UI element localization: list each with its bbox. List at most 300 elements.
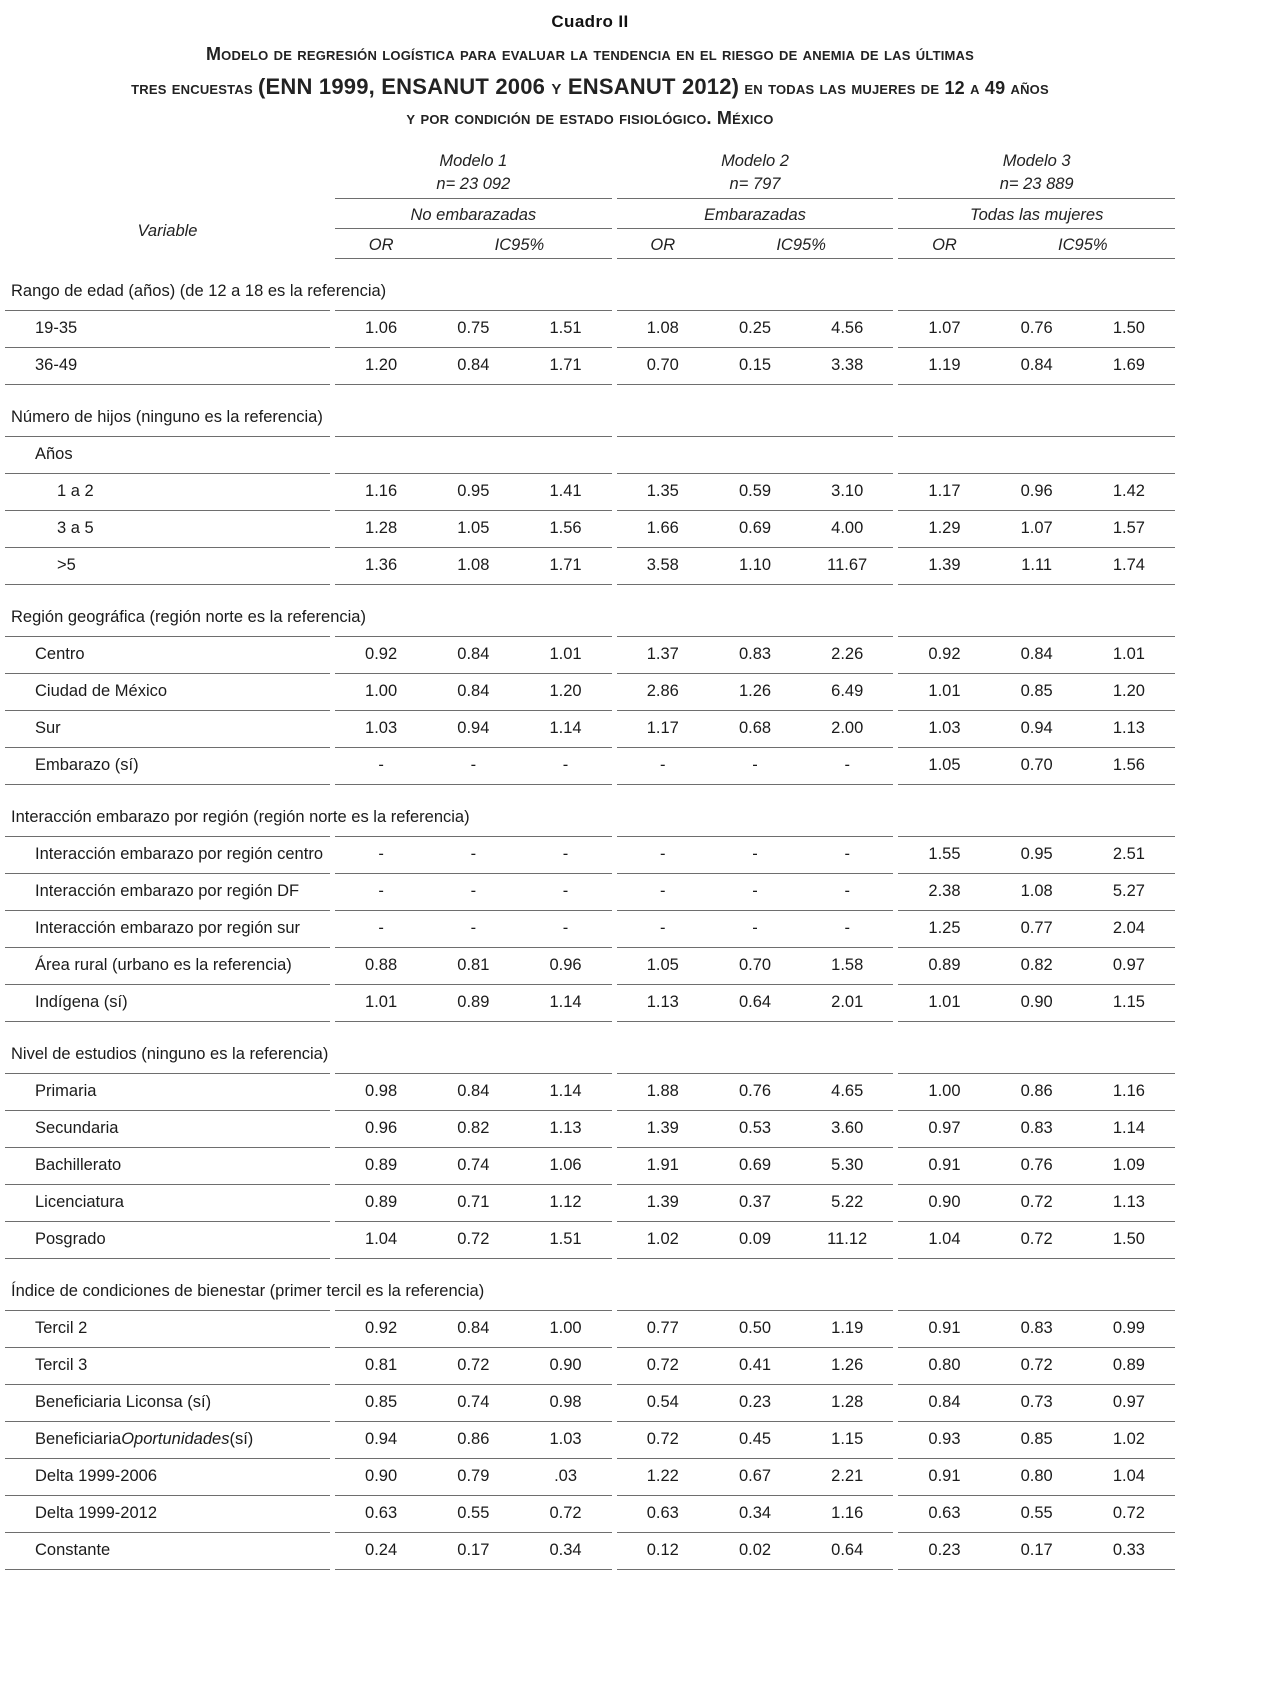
m3-or-value: 1.04	[928, 1230, 961, 1249]
model-3-cells	[898, 911, 1175, 948]
m2-ci-high-value: 4.56	[831, 319, 864, 338]
m1-ci-high-value: 1.56	[549, 519, 582, 538]
m2-or-value: 1.13	[646, 993, 679, 1012]
m3-or-value: 0.63	[928, 1504, 961, 1523]
m1-ci-low-value: 0.86	[457, 1430, 490, 1449]
m1-ci-high-value: 0.98	[549, 1393, 582, 1412]
m3-or-value: 0.91	[928, 1319, 961, 1338]
m1-ci-low-value: 0.95	[457, 482, 490, 501]
m3-or-value: 0.91	[928, 1156, 961, 1175]
m1-ci-low-value: 0.89	[457, 993, 490, 1012]
m2-or-value: 0.72	[646, 1430, 679, 1449]
m3-ci-low-value: 0.17	[1020, 1541, 1053, 1560]
m3-ci-low-value: 0.85	[1020, 1430, 1053, 1449]
m1-ci-low-value: 0.74	[457, 1156, 490, 1175]
m3-or-value: 0.90	[928, 1193, 961, 1212]
model-name-row	[5, 147, 1175, 199]
model-2-cells	[617, 1533, 894, 1570]
m3-or-value: 0.23	[928, 1541, 961, 1560]
m1-ci-high-value: 1.71	[549, 356, 582, 375]
m3-or-value: 2.38	[928, 882, 961, 901]
m3-ci-high-value: 1.02	[1112, 1430, 1145, 1449]
m3-ci-low-value: 1.08	[1020, 882, 1053, 901]
model-3-cells	[898, 400, 1175, 437]
m2-ci-high-value: 1.58	[831, 956, 864, 975]
variable-label: Años	[5, 437, 330, 474]
m1-or-value: 1.36	[365, 556, 398, 575]
m3-ci-low-value: 0.76	[1020, 319, 1053, 338]
m3-ci-low-value: 0.73	[1020, 1393, 1053, 1412]
m2-ci-high-value: 4.00	[831, 519, 864, 538]
m1-ci-low-value: 0.72	[457, 1230, 490, 1249]
model-2-cells	[617, 1496, 894, 1533]
model-2-cells	[617, 800, 894, 837]
m1-or-value: 0.89	[365, 1193, 398, 1212]
m3-ci-low-value: 0.76	[1020, 1156, 1053, 1175]
variable-column-header: Variable	[137, 221, 198, 240]
m2-ci-low-value: 0.45	[738, 1430, 772, 1449]
m3-or-value: 1.19	[928, 356, 961, 375]
m3-or-value: 1.01	[928, 682, 961, 701]
model-3-cells	[898, 1385, 1175, 1422]
model-2-cells	[617, 437, 894, 474]
model-2-cells	[617, 1185, 894, 1222]
model-1-cells	[335, 1222, 612, 1259]
model-3-cells	[898, 637, 1175, 674]
model-3-group-label: Todas las mujeres	[898, 199, 1175, 229]
variable-label: Ciudad de México	[5, 674, 330, 711]
m3-ci-high-value: 1.50	[1112, 1230, 1145, 1249]
section-label: Interacción embarazo por región (región norte es la referencia)	[5, 800, 330, 837]
table-subtitle	[5, 40, 1175, 133]
m2-ci-high-value: 2.21	[831, 1467, 864, 1486]
m2-or-value: 1.05	[646, 956, 679, 975]
table-data-row	[5, 1422, 1175, 1459]
section-label: Índice de condiciones de bienestar (primer tercil es la referencia)	[5, 1274, 330, 1311]
m2-ci-high-value: 3.60	[831, 1119, 864, 1138]
m1-ci-high-value: 1.03	[549, 1430, 582, 1449]
model-2-cells	[617, 1148, 894, 1185]
m1-or-value: 1.06	[365, 319, 398, 338]
model-1-cells	[335, 437, 612, 474]
m3-ci-high-value: 1.69	[1112, 356, 1145, 375]
section-label: Número de hijos (ninguno es la referencia)	[5, 400, 330, 437]
variable-label: Beneficiaria Liconsa (sí)	[5, 1385, 330, 1422]
model-2-cells	[617, 1074, 894, 1111]
m3-or-value: 0.97	[928, 1119, 961, 1138]
m3-or-value: 0.80	[928, 1356, 961, 1375]
m2-or-value: -	[660, 756, 666, 775]
regression-table	[5, 147, 1175, 1570]
model-2-cells	[617, 1111, 894, 1148]
table-data-row	[5, 1348, 1175, 1385]
model-1-or-label: OR	[368, 235, 394, 254]
variable-label: Interacción embarazo por región DF	[5, 874, 330, 911]
table-data-row	[5, 748, 1175, 785]
m3-ci-high-value: 0.89	[1112, 1356, 1145, 1375]
m3-or-value: 1.39	[928, 556, 961, 575]
model-1-cells	[335, 511, 612, 548]
model-2-cells	[617, 874, 894, 911]
m1-ci-low-value: 0.84	[457, 682, 490, 701]
m2-ci-high-value: 5.30	[831, 1156, 864, 1175]
variable-label: >5	[5, 548, 330, 585]
m2-ci-low-value: 0.53	[738, 1119, 772, 1138]
m1-or-value: -	[378, 882, 384, 901]
model-2-cells	[617, 985, 894, 1022]
table-section-row	[5, 600, 1175, 637]
model-1-cells	[335, 1148, 612, 1185]
model-3-stat-labels	[898, 229, 1175, 259]
model-2-cells	[617, 311, 894, 348]
m1-or-value: 0.81	[365, 1356, 398, 1375]
m2-ci-low-value: 0.68	[738, 719, 772, 738]
model-1-cells	[335, 1422, 612, 1459]
m1-ci-low-value: 0.84	[457, 645, 490, 664]
table-section-row	[5, 800, 1175, 837]
model-1-cells	[335, 1111, 612, 1148]
m2-ci-high-value: 3.10	[831, 482, 864, 501]
m2-ci-low-value: 0.83	[738, 645, 772, 664]
m2-ci-low-value: 1.10	[738, 556, 772, 575]
model-3-cells	[898, 1422, 1175, 1459]
model-3-cells	[898, 474, 1175, 511]
m3-ci-high-value: 1.14	[1112, 1119, 1145, 1138]
m2-ci-high-value: 0.64	[831, 1541, 864, 1560]
table-data-row	[5, 348, 1175, 385]
m1-or-value: 1.28	[365, 519, 398, 538]
m2-ci-low-value: -	[752, 919, 758, 938]
m3-or-value: 1.25	[928, 919, 961, 938]
title-block	[5, 12, 1175, 133]
m1-ci-low-value: 1.08	[457, 556, 490, 575]
subtitle-surveys-emphasis: (ENN 1999, ENSANUT 2006 y ENSANUT 2012)	[258, 73, 740, 99]
m3-ci-low-value: 0.95	[1020, 845, 1053, 864]
m3-ci-high-value: 0.97	[1112, 956, 1145, 975]
label-text-part: Beneficiaria	[35, 1430, 122, 1449]
table-data-row	[5, 311, 1175, 348]
model-2-cells	[617, 400, 894, 437]
m2-or-value: 2.86	[646, 682, 679, 701]
m2-or-value: 0.72	[646, 1356, 679, 1375]
m2-ci-low-value: 0.64	[738, 993, 772, 1012]
m2-ci-low-value: 0.50	[738, 1319, 772, 1338]
m1-or-value: 0.63	[365, 1504, 398, 1523]
m1-ci-low-value: 0.84	[457, 1082, 490, 1101]
m2-or-value: 1.08	[646, 319, 679, 338]
m3-ci-high-value: 1.74	[1112, 556, 1145, 575]
m1-ci-high-value: 1.41	[549, 482, 582, 501]
m1-ci-high-value: 0.96	[549, 956, 582, 975]
model-3-cells	[898, 311, 1175, 348]
m1-ci-high-value: 1.13	[549, 1119, 582, 1138]
m2-ci-low-value: 0.59	[738, 482, 772, 501]
m1-or-value: 0.92	[365, 1319, 398, 1338]
table-data-row	[5, 985, 1175, 1022]
model-3-header	[898, 147, 1175, 199]
m1-or-value: 1.20	[365, 356, 398, 375]
m2-or-value: 1.39	[646, 1193, 679, 1212]
model-1-cells	[335, 911, 612, 948]
table-data-row	[5, 548, 1175, 585]
variable-label: Constante	[5, 1533, 330, 1570]
model-1-cells	[335, 837, 612, 874]
m2-or-value: 1.91	[646, 1156, 679, 1175]
m2-or-value: -	[660, 919, 666, 938]
table-data-row	[5, 511, 1175, 548]
m3-or-value: 0.84	[928, 1393, 961, 1412]
variable-label: Tercil 3	[5, 1348, 330, 1385]
m3-or-value: 0.91	[928, 1467, 961, 1486]
m1-or-value: 0.98	[365, 1082, 398, 1101]
m1-or-value: 0.90	[365, 1467, 398, 1486]
label-italic-part: Oportunidades	[121, 1430, 230, 1449]
model-1-header	[335, 147, 612, 199]
model-3-cells	[898, 1348, 1175, 1385]
m3-ci-low-value: 1.07	[1020, 519, 1053, 538]
model-1-cells	[335, 474, 612, 511]
m3-ci-low-value: 0.84	[1020, 645, 1053, 664]
m2-ci-low-value: -	[752, 882, 758, 901]
m2-ci-low-value: 0.15	[738, 356, 772, 375]
m2-ci-high-value: 1.26	[831, 1356, 864, 1375]
m2-ci-high-value: 1.16	[831, 1504, 864, 1523]
m1-ci-low-value: 0.75	[457, 319, 490, 338]
m3-ci-high-value: 2.51	[1112, 845, 1145, 864]
m2-or-value: 1.39	[646, 1119, 679, 1138]
model-2-cells	[617, 1274, 894, 1311]
m3-ci-low-value: 0.83	[1020, 1119, 1053, 1138]
m1-or-value: -	[378, 845, 384, 864]
m3-ci-high-value: 5.27	[1112, 882, 1145, 901]
m3-ci-high-value: 0.99	[1112, 1319, 1145, 1338]
m2-or-value: 1.02	[646, 1230, 679, 1249]
model-2-cells	[617, 1385, 894, 1422]
model-1-cells	[335, 1074, 612, 1111]
variable-label: 19-35	[5, 311, 330, 348]
m3-ci-low-value: 0.70	[1020, 756, 1053, 775]
table-section-row	[5, 1037, 1175, 1074]
m2-ci-high-value: 2.01	[831, 993, 864, 1012]
m3-ci-low-value: 0.94	[1020, 719, 1053, 738]
variable-label: Primaria	[5, 1074, 330, 1111]
table-data-row	[5, 1222, 1175, 1259]
variable-label: Sur	[5, 711, 330, 748]
m1-ci-low-value: 0.71	[457, 1193, 490, 1212]
table-section-row	[5, 274, 1175, 311]
model-3-cells	[898, 1148, 1175, 1185]
table-data-row	[5, 1385, 1175, 1422]
variable-label: Indígena (sí)	[5, 985, 330, 1022]
m2-or-value: 0.63	[646, 1504, 679, 1523]
model-1-cells	[335, 1311, 612, 1348]
table-section-row	[5, 400, 1175, 437]
variable-label: Posgrado	[5, 1222, 330, 1259]
model-1-cells	[335, 985, 612, 1022]
variable-label: 3 a 5	[5, 511, 330, 548]
m1-ci-low-value: 0.72	[457, 1356, 490, 1375]
m1-or-value: 0.92	[365, 645, 398, 664]
model-2-cells	[617, 637, 894, 674]
table-data-row	[5, 1496, 1175, 1533]
model-3-cells	[898, 274, 1175, 311]
m3-ci-low-value: 0.77	[1020, 919, 1053, 938]
m3-or-value: 1.05	[928, 756, 961, 775]
table-data-row	[5, 437, 1175, 474]
table-data-row	[5, 874, 1175, 911]
model-2-cells	[617, 1222, 894, 1259]
m2-ci-high-value: -	[844, 845, 850, 864]
m2-ci-low-value: 1.26	[738, 682, 772, 701]
model-1-cells	[335, 1533, 612, 1570]
m2-ci-high-value: 11.12	[827, 1230, 868, 1249]
model-3-cells	[898, 1459, 1175, 1496]
model-2-group-label: Embarazadas	[617, 199, 894, 229]
model-1-cells	[335, 1274, 612, 1311]
model-2-header	[617, 147, 894, 199]
m1-ci-low-value: 0.81	[457, 956, 490, 975]
variable-label: Licenciatura	[5, 1185, 330, 1222]
m1-or-value: 1.03	[365, 719, 398, 738]
m2-ci-high-value: -	[844, 756, 850, 775]
m1-ci-high-value: 1.00	[549, 1319, 582, 1338]
m3-ci-low-value: 0.72	[1020, 1356, 1053, 1375]
table-section-row	[5, 1274, 1175, 1311]
m2-or-value: 1.17	[646, 719, 679, 738]
model-3-cells	[898, 1274, 1175, 1311]
model-3-cells	[898, 1185, 1175, 1222]
m2-ci-low-value: 0.09	[738, 1230, 772, 1249]
model-1-cells	[335, 548, 612, 585]
m3-ci-high-value: 2.04	[1112, 919, 1145, 938]
m1-or-value: 1.16	[365, 482, 398, 501]
m3-or-value: 1.03	[928, 719, 961, 738]
subtitle-line-3: y por condición de estado fisiológico. México	[406, 107, 774, 128]
variable-label: Área rural (urbano es la referencia)	[5, 948, 330, 985]
m3-ci-high-value: 0.97	[1112, 1393, 1145, 1412]
m2-ci-high-value: 5.22	[831, 1193, 864, 1212]
m2-or-value: 1.88	[646, 1082, 679, 1101]
table-data-row	[5, 1311, 1175, 1348]
m1-ci-low-value: 0.74	[457, 1393, 490, 1412]
m3-or-value: 1.07	[928, 319, 961, 338]
model-2-cells	[617, 474, 894, 511]
label-text-part: (sí)	[229, 1430, 254, 1449]
model-1-cells	[335, 874, 612, 911]
model-2-cells	[617, 1037, 894, 1074]
m1-or-value: 1.01	[365, 993, 398, 1012]
m1-ci-low-value: 1.05	[457, 519, 490, 538]
m1-ci-high-value: 0.72	[549, 1504, 582, 1523]
model-3-cells	[898, 1074, 1175, 1111]
m2-ci-low-value: 0.67	[738, 1467, 772, 1486]
model-1-cells	[335, 1037, 612, 1074]
model-2-cells	[617, 837, 894, 874]
m2-ci-low-value: 0.34	[738, 1504, 772, 1523]
m3-ci-low-value: 0.86	[1020, 1082, 1053, 1101]
m3-ci-low-value: 0.83	[1020, 1319, 1053, 1338]
m2-ci-low-value: 0.02	[738, 1541, 772, 1560]
m3-ci-low-value: 0.55	[1020, 1504, 1053, 1523]
m3-ci-low-value: 1.11	[1021, 556, 1053, 575]
m2-or-value: 0.70	[646, 356, 679, 375]
model-2-stat-labels	[617, 229, 894, 259]
m2-or-value: -	[660, 845, 666, 864]
m1-or-value: 0.94	[365, 1430, 398, 1449]
table-data-row	[5, 837, 1175, 874]
m3-ci-low-value: 0.72	[1020, 1193, 1053, 1212]
m2-ci-low-value: 0.25	[738, 319, 772, 338]
m3-ci-high-value: 0.33	[1112, 1541, 1145, 1560]
model-1-cells	[335, 1348, 612, 1385]
model-3-cells	[898, 1111, 1175, 1148]
model-2-cells	[617, 911, 894, 948]
table-body	[5, 274, 1175, 1570]
variable-label: Tercil 2	[5, 1311, 330, 1348]
model-3-cells	[898, 437, 1175, 474]
m2-or-value: 3.58	[646, 556, 679, 575]
m3-ci-high-value: 1.56	[1112, 756, 1145, 775]
variable-label: Secundaria	[5, 1111, 330, 1148]
m3-ci-high-value: 1.09	[1112, 1156, 1145, 1175]
table-data-row	[5, 1148, 1175, 1185]
m1-ci-low-value: -	[470, 756, 477, 775]
model-3-cells	[898, 748, 1175, 785]
model-3-cells	[898, 674, 1175, 711]
m1-ci-high-value: 0.90	[549, 1356, 582, 1375]
m2-or-value: -	[660, 882, 666, 901]
m1-or-value: 0.24	[365, 1541, 398, 1560]
model-3-cells	[898, 348, 1175, 385]
table-data-row	[5, 474, 1175, 511]
variable-label: Centro	[5, 637, 330, 674]
m1-ci-high-value: -	[562, 756, 569, 775]
m1-ci-high-value: 1.14	[549, 719, 582, 738]
table-data-row	[5, 674, 1175, 711]
m3-ci-high-value: 1.01	[1112, 645, 1145, 664]
m1-or-value: 0.96	[365, 1119, 398, 1138]
subtitle-line-1: Modelo de regresión logística para evaluar la tendencia en el riesgo de anemia de las últimas	[205, 44, 975, 64]
m1-or-value: -	[378, 919, 384, 938]
m1-ci-high-value: 1.20	[549, 682, 582, 701]
model-2-cells	[617, 674, 894, 711]
subtitle-line-2	[5, 69, 1175, 104]
m2-ci-high-value: 3.38	[831, 356, 864, 375]
m1-or-value: 0.88	[365, 956, 398, 975]
model-3-cells	[898, 800, 1175, 837]
variable-label: Delta 1999-2006	[5, 1459, 330, 1496]
variable-label: Interacción embarazo por región centro	[5, 837, 330, 874]
model-1-cells	[335, 637, 612, 674]
m1-ci-low-value: 0.84	[457, 1319, 490, 1338]
model-1-cells	[335, 800, 612, 837]
m1-ci-high-value: -	[562, 882, 569, 901]
model-3-cells	[898, 837, 1175, 874]
m1-ci-high-value: .03	[554, 1467, 578, 1486]
model-3-cells	[898, 600, 1175, 637]
table-data-row	[5, 637, 1175, 674]
table-data-row	[5, 1111, 1175, 1148]
model-1-cells	[335, 348, 612, 385]
m1-ci-low-value: -	[470, 845, 477, 864]
model-2-cells	[617, 348, 894, 385]
m2-or-value: 0.77	[646, 1319, 679, 1338]
m2-or-value: 1.66	[646, 519, 679, 538]
model-1-cells	[335, 1496, 612, 1533]
model-1-cells	[335, 948, 612, 985]
m1-or-value: 1.00	[365, 682, 398, 701]
m2-ci-high-value: 1.19	[831, 1319, 864, 1338]
